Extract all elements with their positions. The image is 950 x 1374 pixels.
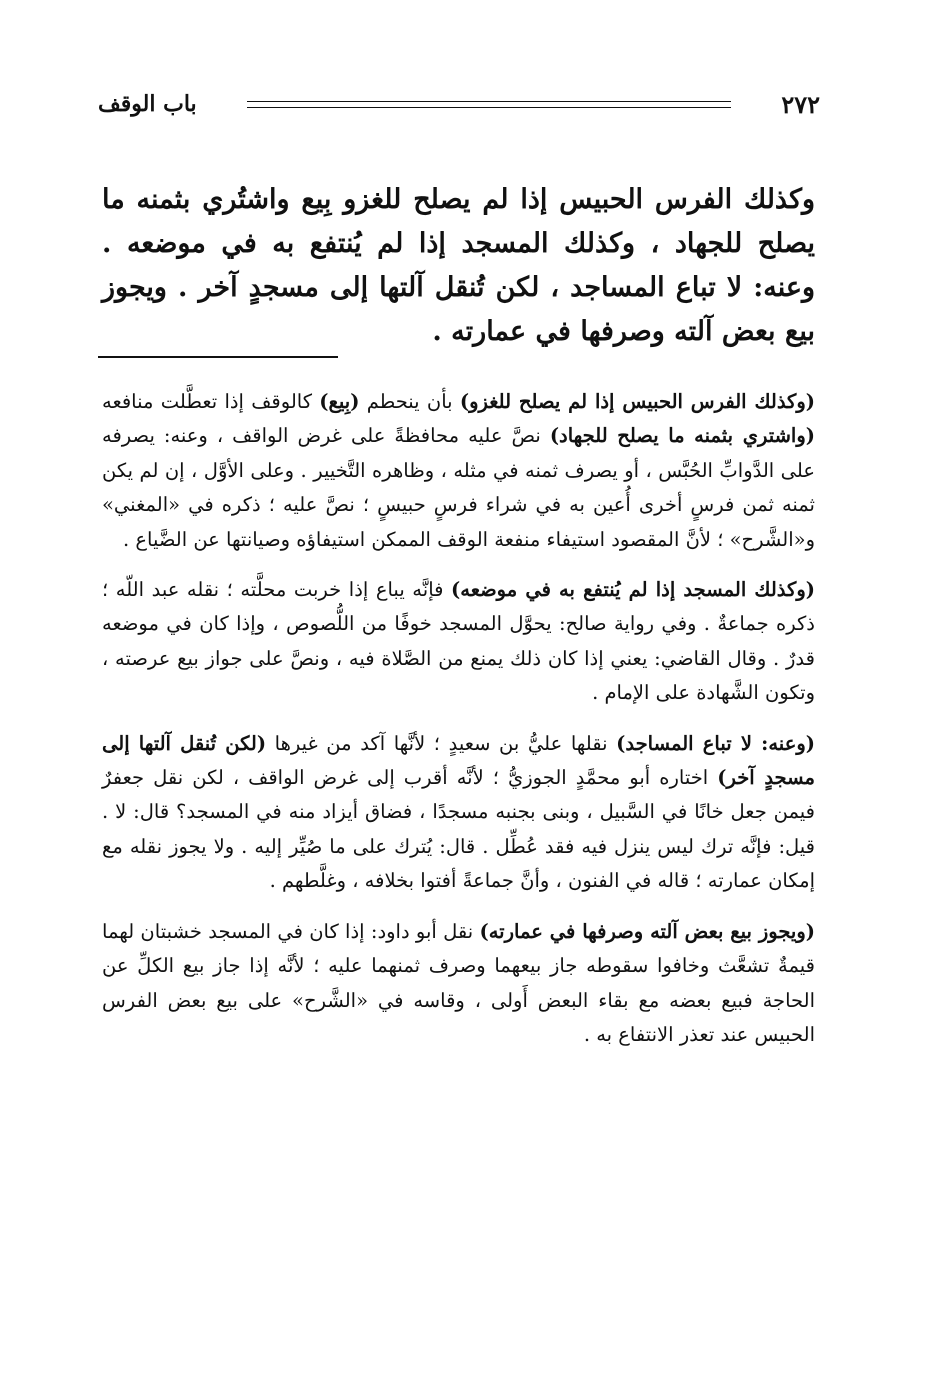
- commentary-text: بأن ينحطم: [359, 390, 460, 413]
- commentary-text: نقل أبو داود: إذا كان في المسجد خشبتان لهما قيمةٌ تشعَّث وخافوا سقوطه جاز بيعهما وصرف ثمنهما عليه ؛ لأنَّه إذا جاز بيع الكلِّ عن الحاجة فبيع بعضه مع بقاء البعض أَولى ، وقاسه في «الشَّرح» على بيع بعض الفرس الحبيس عند تعذر الانتفاع به .: [102, 919, 815, 1046]
- matn-text: وكذلك الفرس الحبيس إذا لم يصلح للغزو بِيع واشتُري بثمنه ما يصلح للجهاد ، وكذلك المسجد إذا لم يُنتفع به في موضعه . وعنه: لا تباع المساجد ، لكن تُنقل آلتها إلى مسجدٍ آخر . ويجوز بيع بعض آلته وصرفها في عمارته .: [102, 184, 815, 347]
- quoted-matn: (لكن تُنقل آلتها إلى مسجدٍ آخر): [102, 731, 815, 790]
- quoted-matn: (بِيع): [319, 390, 360, 413]
- quoted-matn: (وعنه: لا تباع المساجد): [616, 731, 815, 755]
- commentary: [102, 385, 815, 1068]
- commentary-paragraph: [102, 385, 815, 557]
- commentary-text: فإنَّه يباع إذا خربت محلَّته ؛ نقله عبد اللّه ؛ ذكره جماعةٌ . وفي رواية صالح: يحوَّل المسجد خوفًا من اللُّصوص ، وإذا كان في موضعه قدرٌ . وقال القاضي: يعني إذا كان ذلك يمنع من الصَّلاة فيه ، ونصَّ على جواز بيع عرصته ، وتكون الشَّهادة على الإمام .: [102, 578, 815, 705]
- header-rule: [247, 101, 732, 108]
- page-header: [98, 84, 820, 124]
- commentary-text: كالوقف إذا تعطَّلت منافعه: [102, 390, 320, 413]
- footnote-separator: [98, 356, 338, 358]
- quoted-matn: (وكذلك المسجد إذا لم يُنتفع به في موضعه): [451, 578, 815, 602]
- quoted-matn: (واشتري بثمنه ما يصلح للجهاد): [549, 424, 815, 448]
- chapter-title: باب الوقف: [98, 91, 197, 117]
- quoted-matn: (ويجوز بيع بعض آلته وصرفها في عمارته): [479, 919, 815, 943]
- commentary-text: اختاره أبو محمَّدٍ الجوزيُّ ؛ لأنَّه أقرب إلى غرض الواقف ، لكن نقل جعفرٌ فيمن جعل خانًا في السَّبيل ، وبنى بجنبه مسجدًا ، فضاق أيزاد منه في المسجد؟ قال: لا . قيل: فإنَّه ترك ليس ينزل فيه فقد عُطِّل . قال: يُترك على ما صُيِّر إليه . ولا يجوز نقله مع إمكان عمارته ؛ قاله في الفنون ، وأنَّ جماعةً أفتوا بخلافه ، وغلَّطهم .: [102, 766, 815, 893]
- commentary-paragraph: [102, 727, 815, 899]
- quoted-matn: (وكذلك الفرس الحبيس إذا لم يصلح للغزو): [459, 390, 815, 413]
- page-number: ٢٧٢: [781, 89, 820, 119]
- commentary-paragraph: [102, 915, 815, 1053]
- commentary-text: نقلها عليُّ بن سعيدٍ ؛ لأنَّها آكد من غيرها: [266, 731, 617, 755]
- commentary-paragraph: [102, 573, 815, 711]
- commentary-text: نصَّ عليه محافظةً على غرض الواقف ، وعنه: يصرفه على الدَّوابِّ الحُبَّس ، أو يصرف ثمنه في مثله ، وظاهره التَّخيير . وعلى الأوَّل ، إن لم يكن ثمنه ثمن فرسٍ أخرى أُعين به في شراء فرسٍ حبيسٍ ؛ نصَّ عليه ؛ ذكره في «المغني» و«الشَّرح» ؛ لأنَّ المقصود استيفاء منفعة الوقف الممكن استيفاؤه وصيانتها عن الضَّياع .: [102, 424, 815, 551]
